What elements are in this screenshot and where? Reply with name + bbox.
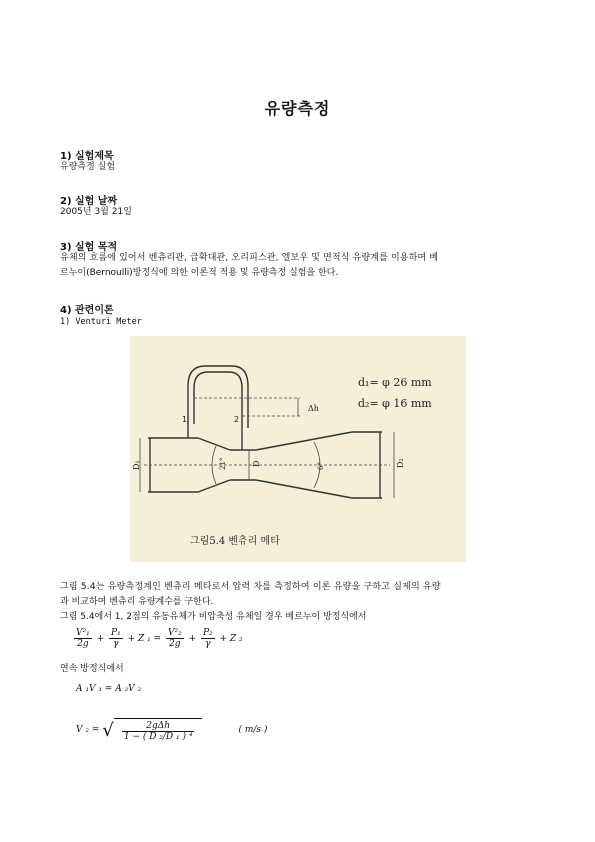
paragraph-line3: 그림 5.4에서 1, 2점의 유동유체가 비압축성 유체일 경우 베르누이 방정식에서 bbox=[60, 612, 367, 622]
section-heading-3: 3) 실험 목적 bbox=[60, 242, 118, 253]
frac-v1: $\frac{\text{V²₁}}{2g}$ bbox=[76, 628, 90, 649]
continuity-equation: A ₁V ₁ = A ₂V ₂ bbox=[76, 684, 142, 694]
bernoulli-equation: $\frac{\text{V²₁}}{2g}$ + $\frac{\text{P₁}}{\gamma}$ + Z ₁ = $\frac{\text{V²₂}}{2g}$ + $\frac{\text{P₂}}{\gamma}$ + Z ₂ bbox=[76, 628, 243, 649]
D-label: D bbox=[252, 460, 261, 467]
sqrt-fraction: $\frac{\text{2gΔh}}{\text{1 − ( D ₂/D ₁ ) ⁴}}$ bbox=[114, 718, 203, 742]
section-heading-1: 1) 실험제목 bbox=[60, 151, 114, 162]
D1-label: D₁ bbox=[132, 460, 141, 470]
section-body-3-line2: 르누이(Bernoulli)방정식에 의한 이론적 적용 및 유량측정 실험을 한다. bbox=[60, 268, 339, 278]
tap-2-label: 2 bbox=[234, 415, 240, 424]
section-sub-4: 1) Venturi Meter bbox=[60, 317, 142, 327]
frac-p2: $\frac{\text{P₂}}{\gamma}$ bbox=[202, 628, 213, 649]
dh-label: Δh bbox=[308, 404, 319, 413]
figure-caption: 그림5.4 벤츄리 메타 bbox=[190, 536, 280, 547]
velocity-equation: V ₂ = √ $\frac{\text{2gΔh}}{\text{1 − ( D ₂/D ₁ ) ⁴}}$ ( m/s ) bbox=[76, 719, 268, 742]
paragraph-line1: 그림 5.4는 유량측정계인 벤츄리 메타로서 압력 차를 측정하여 이론 유량을 구하고 실제의 유량 bbox=[60, 582, 441, 592]
frac-p1: $\frac{\text{P₁}}{\gamma}$ bbox=[111, 628, 121, 649]
unit-label: ( m/s ) bbox=[238, 725, 268, 735]
d1-spec: d₁= φ 26 mm bbox=[358, 376, 432, 389]
D2-label: D₂ bbox=[396, 458, 405, 468]
venturi-diagram bbox=[130, 336, 466, 562]
section-body-2: 2005년 3월 21일 bbox=[60, 207, 132, 217]
section-heading-2: 2) 실험 날짜 bbox=[60, 196, 118, 207]
paragraph-line2: 과 비교하여 벤츄리 유량계수를 구한다. bbox=[60, 597, 214, 607]
frac-v2: $\frac{\text{V²₂}}{2g}$ bbox=[167, 628, 182, 649]
angle-6-label: 6° bbox=[317, 462, 325, 470]
section-body-1: 유량측정 실험 bbox=[60, 162, 116, 172]
page-title: 유량측정 bbox=[264, 99, 331, 118]
section-body-3-line1: 유체의 흐름에 있어서 벤츄리관, 급확대관, 오리피스관, 엘보우 및 면적식 유량계를 이용하여 베 bbox=[60, 253, 439, 263]
angle-21-label: 21° bbox=[219, 457, 227, 470]
tap-1-label: 1 bbox=[182, 415, 188, 424]
section-heading-4: 4) 관련이론 bbox=[60, 305, 114, 316]
venturi-figure bbox=[130, 336, 466, 562]
continuity-label: 연속 방정식에서 bbox=[60, 664, 124, 674]
d2-spec: d₂= φ 16 mm bbox=[358, 397, 432, 410]
sqrt-icon: √ bbox=[102, 719, 114, 741]
